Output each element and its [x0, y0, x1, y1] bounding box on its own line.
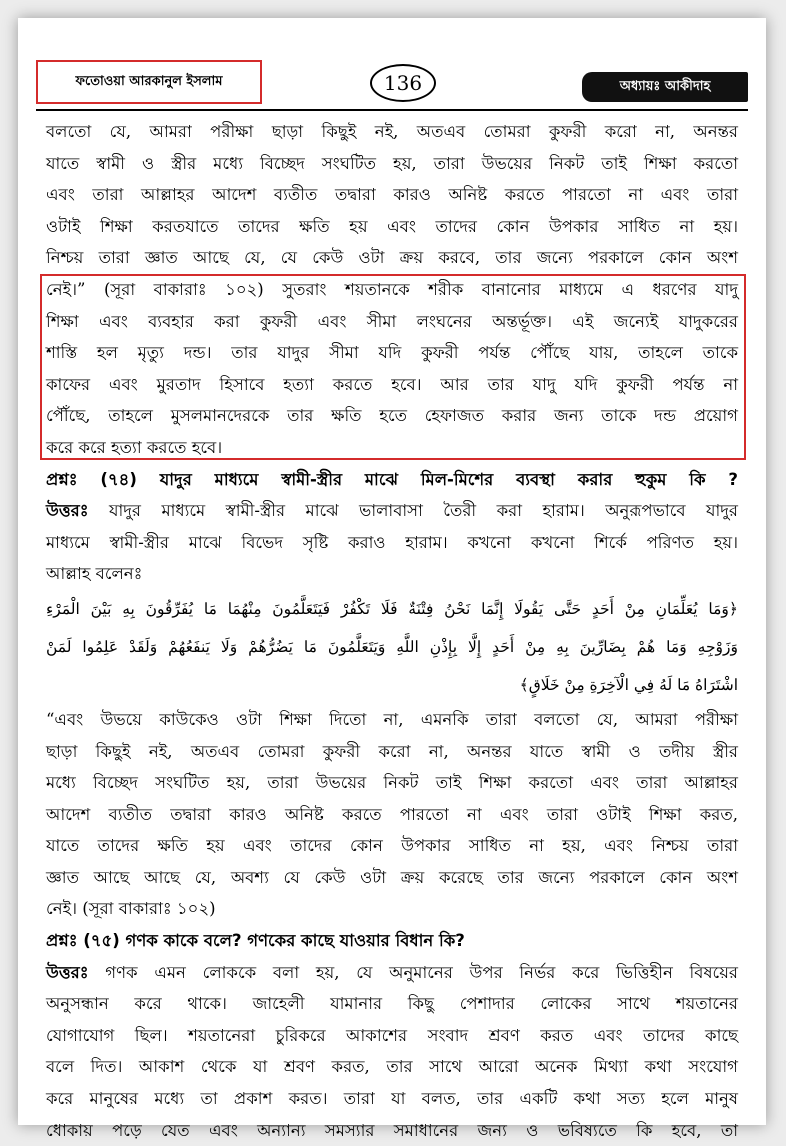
question-74-heading: প্রশ্নঃ (৭৪) যাদুর মাধ্যমে স্বামী-স্ত্রীর মাঝে মিল-মিশের ব্যবস্থা করার হুকুম কি ?: [46, 469, 738, 489]
highlighted-line: কাফের এবং মুরতাদ হিসাবে হত্যা করতে হবে। আর তার যাদু যদি কুফরী পর্যন্ত না: [46, 374, 738, 394]
arabic-verse-line: اشْتَرَاهُ مَا لَهُ فِي الْآخِرَةِ مِنْ خَلَاقٍ﴾: [519, 675, 738, 694]
highlighted-line: পৌঁছে, তাহলে মুসলমানদেরকে তার ক্ষতি হতে হেফাজত করার জন্য তাকে দন্ড প্রয়োগ: [46, 406, 738, 426]
chapter-label: অধ্যায়ঃ আকীদাহ: [582, 72, 748, 102]
answer-line: বলে দিত। আকাশ থেকে যা শ্রবণ করত, তার সাথে আরো অনেক মিথ্যা কথা সংযোগ: [46, 1057, 738, 1077]
translation-line: আদেশ ব্যতীত তদ্বারা কারও অনিষ্ট করতে পারতো না এবং তারা ওটাই শিক্ষা করত,: [46, 804, 738, 824]
book-page: [18, 18, 766, 1140]
highlighted-line: নেই।” (সূরা বাকারাঃ ১০২) সুতরাং শয়তানকে শরীক বানানোর মাধ্যমে এ ধরণের যাদু: [46, 279, 738, 299]
translation-line: মধ্যে বিচ্ছেদ সংঘটিত হয়, তারা উভয়ের নিকট তাই শিক্ষা করতো এবং তারা আল্লাহর: [46, 773, 738, 793]
translation-line: জ্ঞাত আছে আছে যে, অবশ্য যে কেউ ওটা ক্রয় করেছে তার জন্যে পরকালে কোন অংশ: [46, 867, 738, 887]
translation-line: নেই। (সূরা বাকারাঃ ১০২): [46, 899, 216, 919]
translation-line: যাতে তাদের ক্ষতি হয় এবং তাদের কোন উপকার সাধিত না হয়, এবং নিশ্চয় তারা: [46, 836, 738, 856]
text-line: যাতে স্বামী ও স্ত্রীর মধ্যে বিচ্ছেদ সংঘটিত হয়, তারা উভয়ের নিকট তাই শিক্ষা করতো: [46, 153, 738, 173]
answer-line: মাধ্যমে স্বামী-স্ত্রীর মাঝে বিভেদ সৃষ্টি করাও হারাম। কখনো কখনো শির্কে পরিণত হয়।: [46, 532, 738, 552]
answer-74-first-line: [46, 495, 738, 527]
answer-text: গণক এমন লোককে বলা হয়, যে অনুমানের উপর নির্ভর করে ভিত্তিহীন বিষয়ের: [88, 962, 738, 982]
highlighted-line: শিক্ষা এবং ব্যবহার করা কুফরী এবং সীমা লংঘনের অন্তর্ভূক্ত। এই জন্যেই যাদুকরের: [46, 311, 738, 331]
book-title-box: ফতোওয়া আরকানুল ইসলাম: [36, 60, 262, 104]
answer-75-first-line: [46, 957, 738, 989]
translation-line: “এবং উভয়ে কাউকেও ওটা শিক্ষা দিতো না, এমনকি তারা বলতো যে, আমরা পরীক্ষা: [46, 709, 738, 729]
answer-line: ধোকায় পড়ে যেত এবং অন্যান্য সমস্যার সমাধানের জন্য ও ভবিষ্যতে কি হবে, তা: [46, 1120, 738, 1140]
answer-label: উত্তরঃ: [46, 962, 89, 982]
page-body: [46, 116, 738, 1146]
highlighted-line: করে করে হত্যা করতে হবে।: [46, 437, 223, 457]
answer-line: করে মানুষের মধ্যে তা প্রকাশ করত। তারা যা বলত, তার একটি কথা সত্য হলে মানুষ: [46, 1089, 738, 1109]
question-75-heading: প্রশ্নঃ (৭৫) গণক কাকে বলে? গণকের কাছে যাওয়ার বিধান কি?: [46, 931, 465, 951]
highlighted-line: শাস্তি হল মৃত্যু দন্ড। তার যাদুর সীমা যদি কুফরী পর্যন্ত পৌঁছে যায়, তাহলে তাকে: [46, 343, 738, 363]
answer-text: যাদুর মাধ্যমে স্বামী-স্ত্রীর মাঝে ভালাবাসা তৈরী করা হারাম। অনুরূপভাবে যাদুর: [88, 501, 738, 521]
answer-line: আল্লাহ বলেনঃ: [46, 564, 143, 584]
text-line: এবং তারা আল্লাহর আদেশ ব্যতীত তদ্বারা কারও অনিষ্ট করতে পারতো না এবং তারা: [46, 185, 738, 205]
page-number: 136: [370, 64, 436, 102]
text-line: ওটাই শিক্ষা করতযাতে তাদের ক্ষতি হয় এবং তাদের কোন উপকার সাধিত না হয়।: [46, 216, 738, 236]
answer-line: যোগাযোগ ছিল। শয়তানেরা চুরিকরে আকাশের সংবাদ শ্রবণ করত এবং তাদের কাছে: [46, 1025, 738, 1045]
arabic-verse-line: ﴿وَمَا يُعَلِّمَانِ مِنْ أَحَدٍ حَتَّى يَقُولَا إِنَّمَا نَحْنُ فِتْنَةٌ فَلَا تَكْفُرْ فَيَتَعَلَّمُونَ مِنْهُمَا مَا يُفَرِّقُونَ بِهِ بَيْنَ الْمَرْءِ: [46, 599, 738, 618]
answer-line: অনুসন্ধান করে থাকে। জাহেলী যামানার কিছু পেশাদার লোকের সাথে শয়তানের: [46, 994, 738, 1014]
header-divider: [36, 109, 748, 111]
arabic-verse-line: وَزَوْجِهِ وَمَا هُمْ بِضَارِّينَ بِهِ مِنْ أَحَدٍ إِلَّا بِإِذْنِ اللَّهِ وَيَتَعَلَّمُونَ مَا يَضُرُّهُمْ وَلَا يَنفَعُهُمْ وَلَقَدْ عَلِمُوا لَمَنْ: [46, 637, 738, 656]
text-line: বলতো যে, আমরা পরীক্ষা ছাড়া কিছুই নই, অতএব তোমরা কুফরী করো না, অনন্তর: [46, 122, 738, 141]
answer-label: উত্তরঃ: [46, 501, 89, 521]
text-line: নিশ্চয় তারা জ্ঞাত আছে যে, যে কেউ ওটা ক্রয় করবে, তার জন্যে পরকালে কোন অংশ: [46, 248, 738, 268]
translation-line: ছাড়া কিছুই নই, অতএব তোমরা কুফরী করো না, অনন্তর যাতে স্বামী ও তদীয় স্ত্রীর: [46, 741, 738, 761]
